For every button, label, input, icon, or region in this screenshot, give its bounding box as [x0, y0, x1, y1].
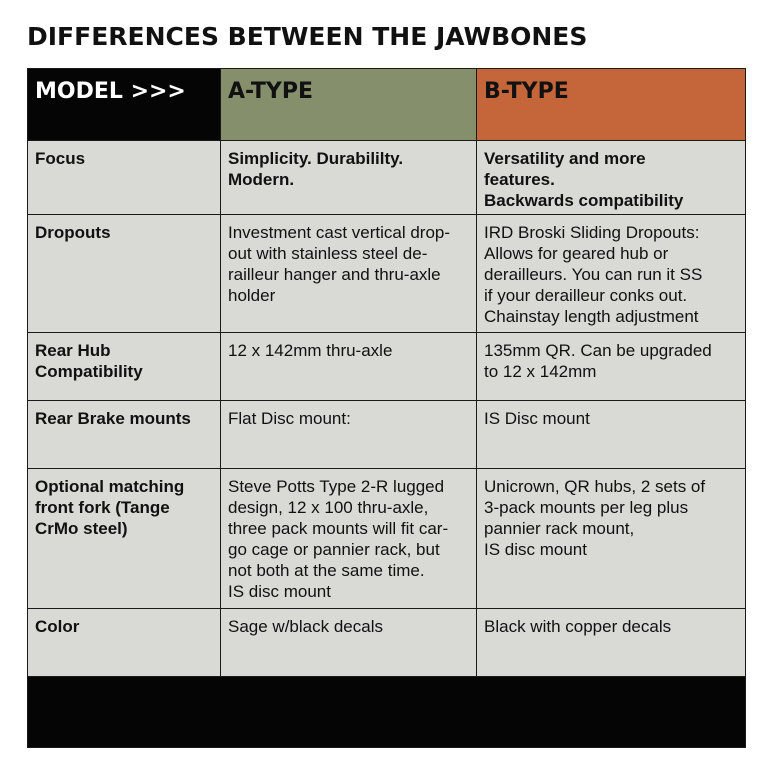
cell-b-dropouts: IRD Broski Sliding Dropouts: Allows for geared hub or derailleurs. You can run it SS if your derailleur conks out. Chainstay length adjustment	[477, 215, 746, 333]
cell-b-front-fork: Unicrown, QR hubs, 2 sets of 3-pack mounts per leg plus pannier rack mount, IS disc mount	[477, 469, 746, 609]
cell-a-focus: Simplicity. Durabililty. Modern.	[221, 141, 477, 215]
cell-a-rear-hub: 12 x 142mm thru-axle	[221, 333, 477, 401]
row-label-dropouts: Dropouts	[28, 215, 221, 333]
table-row-front-fork	[28, 469, 746, 609]
table-row-color	[28, 609, 746, 677]
row-label-rear-hub: Rear Hub Compatibility	[28, 333, 221, 401]
footer-bar-cell	[28, 677, 746, 748]
header-row	[28, 69, 746, 141]
header-a-type: A-TYPE	[221, 69, 477, 141]
table-row-dropouts	[28, 215, 746, 333]
row-label-color: Color	[28, 609, 221, 677]
header-model: MODEL >>>	[28, 69, 221, 141]
cell-b-rear-hub: 135mm QR. Can be upgraded to 12 x 142mm	[477, 333, 746, 401]
page-title: DIFFERENCES BETWEEN THE JAWBONES	[27, 22, 588, 51]
row-label-rear-brake: Rear Brake mounts	[28, 401, 221, 469]
header-b-type: B-TYPE	[477, 69, 746, 141]
cell-b-rear-brake: IS Disc mount	[477, 401, 746, 469]
row-label-focus: Focus	[28, 141, 221, 215]
cell-b-focus: Versatility and more features. Backwards compatibility	[477, 141, 746, 215]
row-label-front-fork: Optional matching front fork (Tange CrMo steel)	[28, 469, 221, 609]
footer-bar	[28, 677, 746, 748]
table-row-rear-brake	[28, 401, 746, 469]
cell-a-dropouts: Investment cast vertical drop- out with stainless steel de- railleur hanger and thru-axle holder	[221, 215, 477, 333]
cell-a-color: Sage w/black decals	[221, 609, 477, 677]
cell-a-front-fork: Steve Potts Type 2-R lugged design, 12 x 100 thru-axle, three pack mounts will fit car- go cage or pannier rack, but not both at the same time. IS disc mount	[221, 469, 477, 609]
cell-b-color: Black with copper decals	[477, 609, 746, 677]
comparison-table	[27, 68, 746, 748]
cell-a-rear-brake: Flat Disc mount:	[221, 401, 477, 469]
table-row-focus	[28, 141, 746, 215]
table-row-rear-hub	[28, 333, 746, 401]
